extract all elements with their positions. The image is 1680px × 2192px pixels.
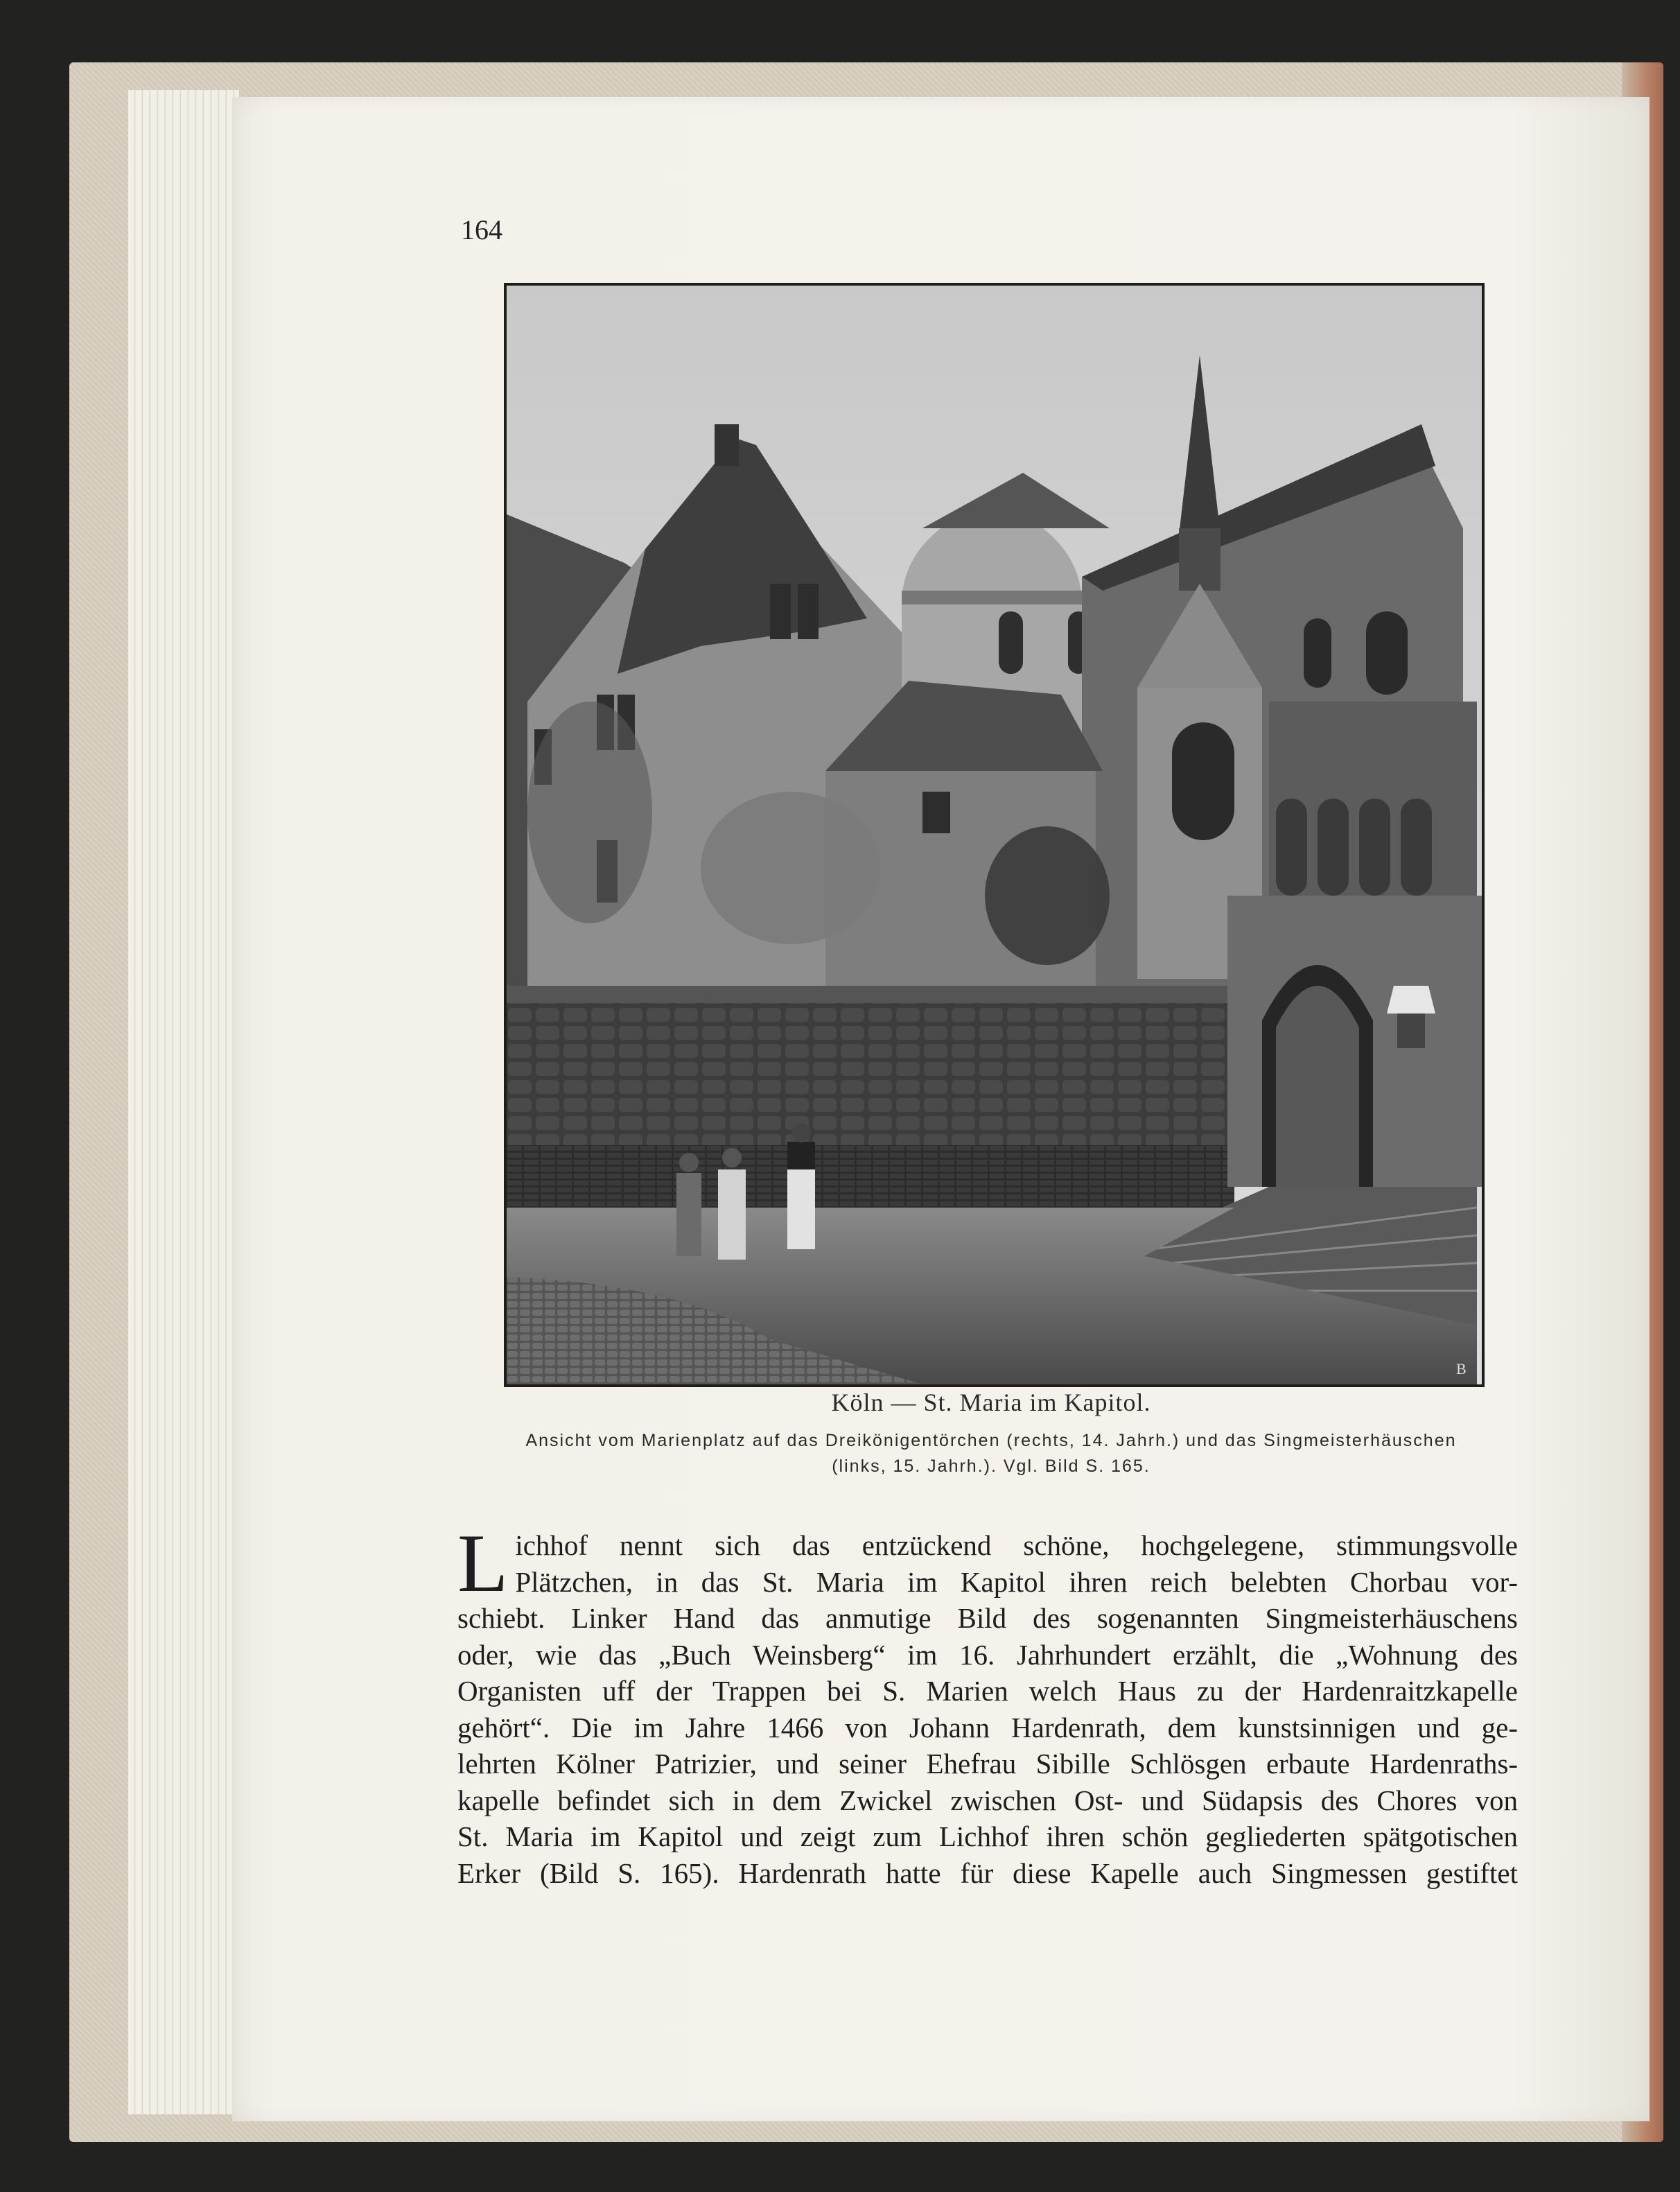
body-line-3: schiebt. Linker Hand das anmutige Bild des sogenannten Singmeisterhäuschens <box>457 1602 1518 1634</box>
figure-subtitle-line-1: Ansicht vom Marienplatz auf das Dreikönigentörchen (rechts, 14. Jahrh.) und das Singmeisterhäuschen <box>525 1431 1457 1450</box>
body-line-6: gehört“. Die im Jahre 1466 von Johann Hardenrath, dem kunstsinnigen und ge- <box>457 1711 1518 1743</box>
figure-subtitle <box>478 1428 1504 1479</box>
photograph <box>504 283 1485 1387</box>
svg-text:B: B <box>1456 1360 1467 1377</box>
body-line-4: oder, wie das „Buch Weinsberg“ im 16. Jahrhundert erzählt, die „Wohnung des <box>457 1638 1518 1671</box>
page-number: 164 <box>461 214 502 245</box>
body-line-7: lehrten Kölner Patrizier, und seiner Ehefrau Sibille Schlösgen erbaute Hardenraths- <box>457 1748 1518 1780</box>
page-edges <box>128 90 240 2114</box>
body-line-9: St. Maria im Kapitol und zeigt zum Lichhof ihren schön gegliederten spätgotischen <box>457 1820 1518 1852</box>
body-line-1: ichhof nennt sich das entzückend schöne, hochgelegene, stimmungsvolle <box>515 1529 1518 1561</box>
figure-subtitle-line-2: (links, 15. Jahrh.). Vgl. Bild S. 165. <box>832 1456 1150 1476</box>
body-line-5: Organisten uff der Trappen bei S. Marien welch Haus zu der Hardenraitzkapelle <box>457 1675 1518 1707</box>
drop-cap: L <box>457 1517 509 1609</box>
figure-title: Köln — St. Maria im Kapitol. <box>831 1389 1151 1416</box>
body-line-10: Erker (Bild S. 165). Hardenrath hatte für diese Kapelle auch Singmessen gestiftet <box>457 1856 1518 1889</box>
body-text <box>457 1517 1518 1891</box>
body-line-8: kapelle befindet sich in dem Zwickel zwischen Ost- und Südapsis des Chores von <box>457 1784 1518 1816</box>
body-line-2: Plätzchen, in das St. Maria im Kapitol ihren reich belebten Chorbau vor- <box>515 1565 1518 1598</box>
